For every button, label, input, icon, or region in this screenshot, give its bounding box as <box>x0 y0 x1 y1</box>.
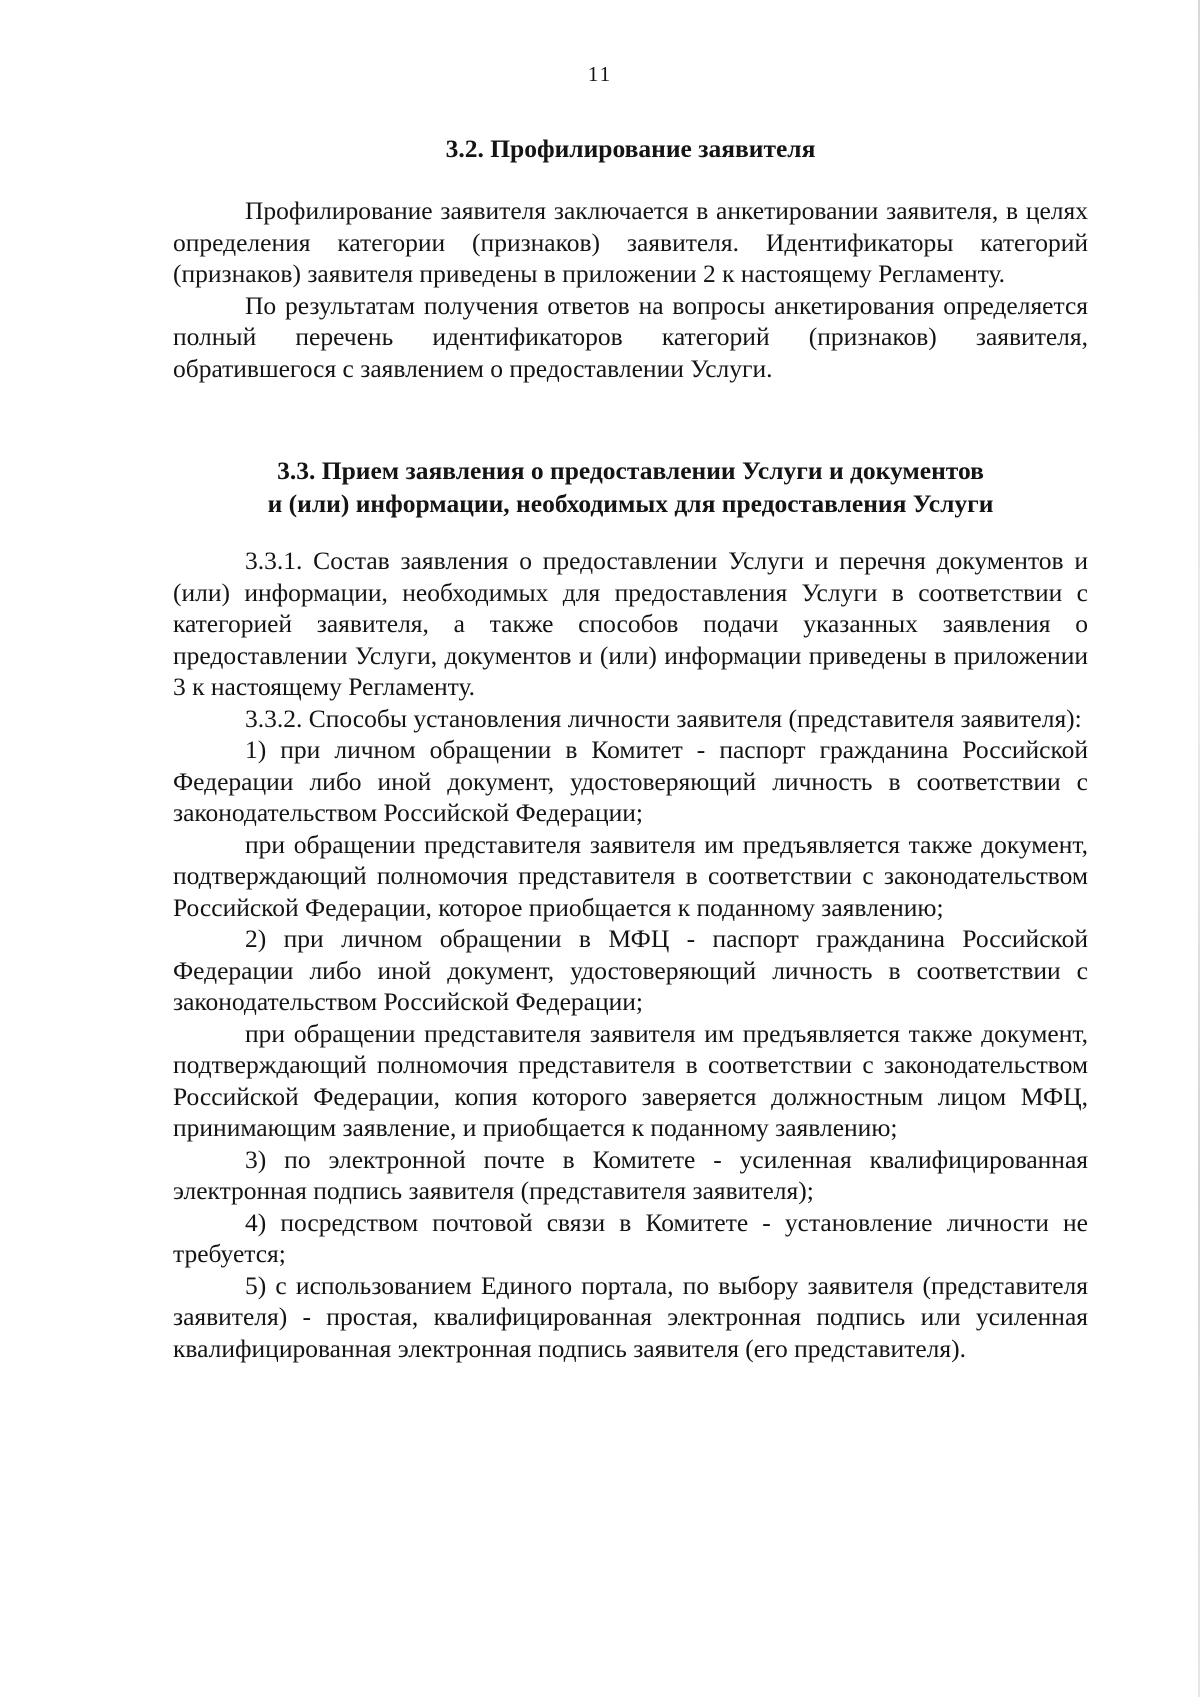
list-item-5: 5) с использованием Единого портала, по выбору заявителя (представителя заявителя) - простая, квалифицированная электронная подпись или усиленная квалифицированная электронная подпись заявителя (его представителя). <box>173 1270 1088 1363</box>
section-3-2-heading: 3.2. Профилирование заявителя <box>445 134 816 163</box>
paragraph: при обращении представителя заявителя им предъявляется также документ, подтверждающий полномочия представителя в соответствии с законодательством Российской Федерации, копия которого заверяется должностным лицом МФЦ, принимающим заявление, и приобщается к поданному заявлению; <box>173 1018 1088 1142</box>
section-3-2-body <box>173 195 1088 384</box>
section-3-3-heading-line-1: 3.3. Прием заявления о предоставлении Услуги и документов <box>277 456 984 485</box>
section-3-3-heading-line-2: и (или) информации, необходимых для предоставления Услуги <box>267 489 994 518</box>
paragraph-3-3-2: 3.3.2. Способы установления личности заявителя (представителя заявителя): <box>245 703 1082 733</box>
page-number: 11 <box>587 62 613 86</box>
list-item-1: 1) при личном обращении в Комитет - паспорт гражданина Российской Федерации либо иной документ, удостоверяющий личность в соответствии с законодательством Российской Федерации; <box>173 735 1088 827</box>
list-item-3: 3) по электронной почте в Комитете - усиленная квалифицированная электронная подпись заявителя (представителя заявителя); <box>173 1144 1088 1205</box>
section-3-3-body <box>173 545 1088 1364</box>
section-3-3-heading <box>173 454 1088 520</box>
list-item-4: 4) посредством почтовой связи в Комитете - установление личности не требуется; <box>173 1207 1088 1268</box>
paragraph: По результатам получения ответов на вопросы анкетирования определяется полный перечень идентификаторов категорий (признаков) заявителя, обратившегося с заявлением о предоставлении Услуги. <box>173 290 1088 383</box>
paragraph: Профилирование заявителя заключается в анкетировании заявителя, в целях определения категории (признаков) заявителя. Идентификаторы категорий (признаков) заявителя приведены в приложении 2 к настоящему Регламенту. <box>173 196 1088 288</box>
paragraph: при обращении представителя заявителя им предъявляется также документ, подтверждающий полномочия представителя в соответствии с законодательством Российской Федерации, которое приобщается к поданному заявлению; <box>173 829 1088 922</box>
paragraph-3-3-1: 3.3.1. Состав заявления о предоставлении Услуги и перечня документов и (или) информации, необходимых для предоставления Услуги в соответствии с категорией заявителя, а также способов подачи указанных заявления о предоставлении Услуги, документов и (или) информации приведены в приложении 3 к настоящему Регламенту. <box>173 546 1088 701</box>
list-item-2: 2) при личном обращении в МФЦ - паспорт гражданина Российской Федерации либо иной документ, удостоверяющий личность в соответствии с законодательством Российской Федерации; <box>173 924 1088 1016</box>
